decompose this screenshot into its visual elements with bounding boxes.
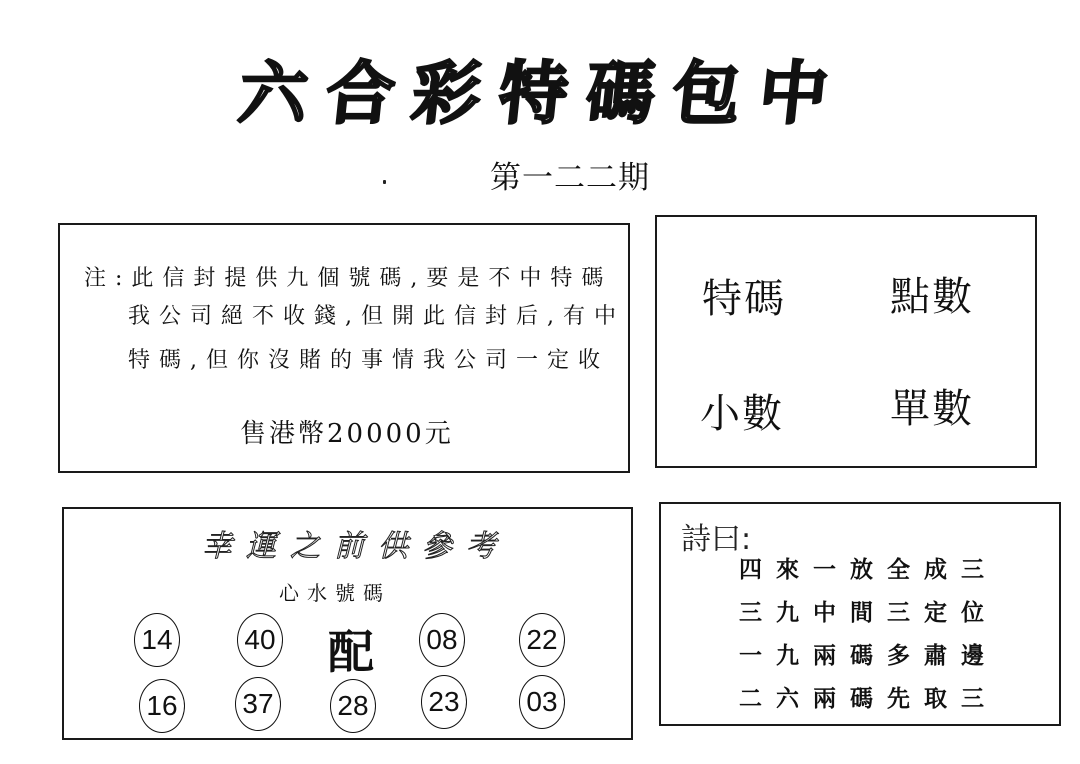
- pair-char: 配: [328, 625, 374, 679]
- number-ball: 16: [139, 679, 185, 733]
- poem-line: 三九中間三定位: [739, 599, 998, 626]
- title-char: 彩: [408, 53, 487, 134]
- scan-speck: [383, 180, 386, 184]
- number-ball: 22: [519, 613, 565, 667]
- number-ball: 23: [421, 675, 467, 729]
- number-ball: 40: [237, 613, 283, 667]
- poem-line: 一九兩碼多肅邊: [739, 642, 998, 669]
- number-ball: 14: [134, 613, 180, 667]
- poem-box: [659, 502, 1061, 726]
- note-line: 特碼,但你沒賭的事情我公司一定收: [128, 348, 609, 373]
- title-char: 六: [235, 53, 314, 134]
- number-ball: 08: [419, 613, 465, 667]
- feature-special-number: 特碼: [702, 276, 786, 322]
- poem-line: 四來一放全成三: [739, 556, 998, 583]
- title-char: 包: [668, 53, 747, 134]
- price-text: 售港幣20000元: [240, 419, 454, 449]
- feature-small: 小數: [700, 391, 784, 437]
- note-line: 注:此信封提供九個號碼,要是不中特碼: [84, 266, 613, 291]
- title-char: 合: [321, 53, 401, 134]
- poem-heading: 詩曰:: [681, 522, 752, 557]
- title-char: 特: [495, 53, 574, 134]
- issue-number: 第一二二期: [490, 160, 650, 196]
- title-char: 碼: [581, 53, 661, 134]
- poem-line: 二六兩碼先取三: [739, 685, 998, 712]
- note-line: 我公司絕不收錢,但開此信封后,有中: [128, 304, 625, 329]
- number-ball: 37: [235, 677, 281, 731]
- number-ball: 03: [519, 675, 565, 729]
- page-title: [235, 48, 834, 134]
- features-box: [655, 215, 1037, 468]
- title-char: 中: [755, 53, 834, 134]
- lucky-title: 幸運之前供參考: [202, 529, 510, 564]
- lucky-subtitle: 心水號碼: [279, 581, 391, 605]
- number-ball: 28: [330, 679, 376, 733]
- feature-points: 點數: [890, 274, 974, 320]
- feature-odd: 單數: [890, 386, 974, 432]
- lucky-numbers-box: [62, 507, 633, 740]
- note-box: [58, 223, 630, 473]
